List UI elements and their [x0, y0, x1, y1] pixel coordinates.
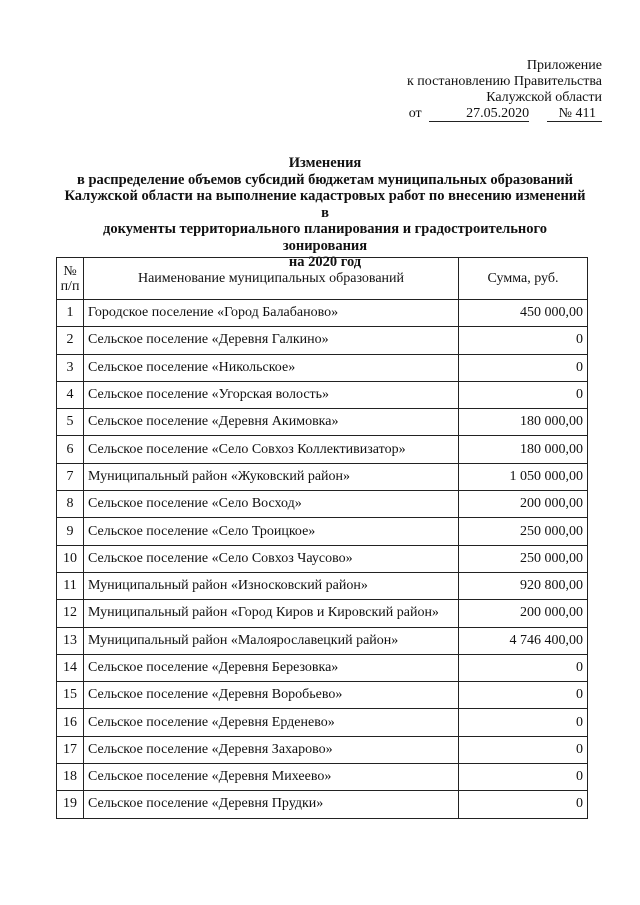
decree-date: 27.05.2020 — [429, 107, 529, 122]
table-row — [57, 572, 588, 599]
table-row — [57, 627, 588, 654]
row-sum: 250 000,00 — [459, 518, 588, 545]
row-number: 12 — [57, 600, 84, 627]
row-number: 3 — [57, 354, 84, 381]
table-row — [57, 381, 588, 408]
row-sum: 250 000,00 — [459, 545, 588, 572]
row-number: 8 — [57, 491, 84, 518]
row-name: Сельское поселение «Деревня Михеево» — [84, 764, 459, 791]
table-row — [57, 300, 588, 327]
row-name: Сельское поселение «Никольское» — [84, 354, 459, 381]
table-row — [57, 354, 588, 381]
row-name: Муниципальный район «Износковский район» — [84, 572, 459, 599]
row-sum: 0 — [459, 736, 588, 763]
table-row — [57, 463, 588, 490]
table-row — [57, 709, 588, 736]
title-line-1: Изменения — [288, 155, 362, 171]
table-row — [57, 600, 588, 627]
header-sum: Сумма, руб. — [459, 258, 588, 300]
row-name: Городское поселение «Город Балабаново» — [84, 300, 459, 327]
row-name: Сельское поселение «Деревня Захарово» — [84, 736, 459, 763]
row-name: Сельское поселение «Деревня Прудки» — [84, 791, 459, 818]
header-number — [57, 258, 84, 300]
row-name: Сельское поселение «Деревня Березовка» — [84, 654, 459, 681]
table-header — [57, 258, 588, 300]
row-sum: 0 — [459, 354, 588, 381]
row-number: 16 — [57, 709, 84, 736]
table-row — [57, 791, 588, 818]
row-name: Сельское поселение «Деревня Акимовка» — [84, 409, 459, 436]
row-number: 11 — [57, 572, 84, 599]
row-name: Сельское поселение «Деревня Галкино» — [84, 327, 459, 354]
row-number: 10 — [57, 545, 84, 572]
row-number: 6 — [57, 436, 84, 463]
title-line-3: Калужской области на выполнение кадастровых работ по внесению изменений в — [64, 188, 586, 221]
row-number: 1 — [57, 300, 84, 327]
row-sum: 450 000,00 — [459, 300, 588, 327]
table-row — [57, 409, 588, 436]
row-sum: 180 000,00 — [459, 436, 588, 463]
table-row — [57, 682, 588, 709]
appendix-region: Калужской области — [486, 90, 602, 105]
row-sum: 1 050 000,00 — [459, 463, 588, 490]
title-line-4: документы территориального планирования и градостроительного зонирования — [102, 221, 548, 254]
row-number: 18 — [57, 764, 84, 791]
row-number: 4 — [57, 381, 84, 408]
appendix-header — [407, 58, 602, 122]
decree-date-number — [407, 106, 602, 122]
row-number: 2 — [57, 327, 84, 354]
row-number: 13 — [57, 627, 84, 654]
row-sum: 0 — [459, 327, 588, 354]
table-row — [57, 491, 588, 518]
table-row — [57, 327, 588, 354]
row-sum: 180 000,00 — [459, 409, 588, 436]
row-number: 17 — [57, 736, 84, 763]
appendix-decree-ref: к постановлению Правительства — [406, 74, 602, 89]
row-name: Сельское поселение «Угорская волость» — [84, 381, 459, 408]
row-sum: 0 — [459, 709, 588, 736]
row-sum: 0 — [459, 682, 588, 709]
header-name: Наименование муниципальных образований — [84, 258, 459, 300]
row-number: 15 — [57, 682, 84, 709]
row-sum: 200 000,00 — [459, 600, 588, 627]
row-name: Сельское поселение «Деревня Воробьево» — [84, 682, 459, 709]
document-title — [60, 155, 590, 271]
decree-from-label: от — [408, 106, 422, 121]
row-name: Сельское поселение «Село Совхоз Коллективизатор» — [84, 436, 459, 463]
row-sum: 0 — [459, 791, 588, 818]
row-number: 19 — [57, 791, 84, 818]
row-number: 7 — [57, 463, 84, 490]
row-sum: 0 — [459, 654, 588, 681]
row-number: 5 — [57, 409, 84, 436]
row-name: Муниципальный район «Город Киров и Кировский район» — [84, 600, 459, 627]
table-row — [57, 764, 588, 791]
row-name: Сельское поселение «Село Восход» — [84, 491, 459, 518]
table-row — [57, 736, 588, 763]
table-row — [57, 436, 588, 463]
header-number-sign: № — [63, 263, 77, 279]
title-line-5: на 2020 год — [288, 254, 362, 270]
table-row — [57, 518, 588, 545]
row-sum: 0 — [459, 764, 588, 791]
table-row — [57, 654, 588, 681]
row-name: Сельское поселение «Деревня Ерденево» — [84, 709, 459, 736]
appendix-label: Приложение — [526, 58, 602, 73]
decree-number: № 411 — [547, 107, 602, 122]
header-number-abbr: п/п — [60, 278, 80, 294]
row-number: 14 — [57, 654, 84, 681]
table-body — [57, 300, 588, 819]
row-sum: 920 800,00 — [459, 572, 588, 599]
table-row — [57, 545, 588, 572]
header-row — [57, 258, 588, 300]
row-name: Сельское поселение «Село Совхоз Чаусово» — [84, 545, 459, 572]
subsidy-table — [56, 257, 588, 819]
row-sum: 4 746 400,00 — [459, 627, 588, 654]
title-line-2: в распределение объемов субсидий бюджетам муниципальных образований — [77, 171, 573, 188]
row-name: Муниципальный район «Малоярославецкий район» — [84, 627, 459, 654]
row-number: 9 — [57, 518, 84, 545]
row-name: Муниципальный район «Жуковский район» — [84, 463, 459, 490]
row-sum: 0 — [459, 381, 588, 408]
row-name: Сельское поселение «Село Троицкое» — [84, 518, 459, 545]
row-sum: 200 000,00 — [459, 491, 588, 518]
